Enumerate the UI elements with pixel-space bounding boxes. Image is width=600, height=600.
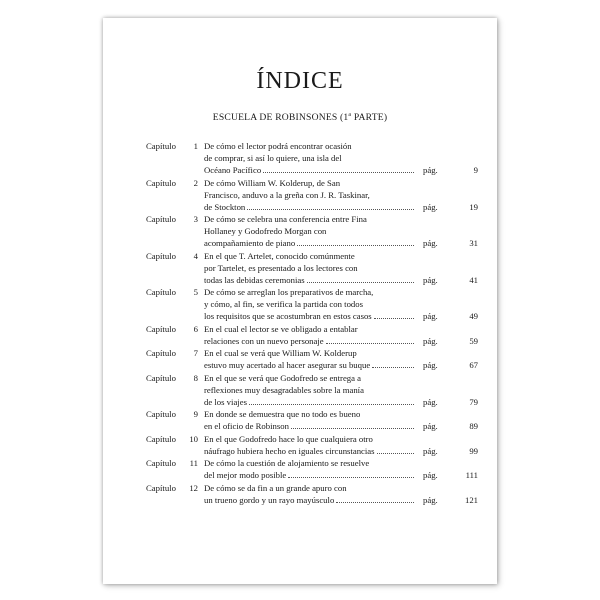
chapter-label: Capítulo: [146, 482, 176, 493]
dot-leader: [336, 494, 414, 503]
chapter-description-text: relaciones con un nuevo personaje: [204, 335, 324, 346]
chapter-label: Capítulo: [146, 323, 176, 334]
toc-entry: [103, 177, 497, 214]
chapter-label: Capítulo: [146, 177, 176, 188]
page-number: 41: [469, 274, 478, 285]
chapter-description-line: [204, 274, 414, 286]
chapter-number: 12: [189, 482, 198, 493]
chapter-description-text: de los viajes: [204, 396, 247, 407]
chapter-description-line: [204, 433, 414, 445]
chapter-description-text: por Tartelet, es presentado a los lectores con: [204, 262, 358, 273]
chapter-description-text: Océano Pacífico: [204, 165, 262, 175]
chapter-description-line: [204, 164, 414, 176]
chapter-description-text: reflexiones muy desagradables sobre la manía: [204, 384, 364, 395]
section-heading-ordinal: a: [348, 112, 352, 118]
chapter-description-text: de Stockton: [204, 201, 246, 212]
chapter-description-line: [204, 310, 414, 322]
dot-leader: [263, 164, 414, 173]
chapter-description-line: [204, 359, 414, 371]
toc-list: [103, 140, 497, 506]
dot-leader: [288, 469, 414, 478]
dot-leader: [374, 310, 414, 319]
page-number: 19: [469, 201, 478, 212]
chapter-label: Capítulo: [146, 433, 176, 444]
chapter-description-line: [204, 250, 414, 262]
toc-entry: [103, 250, 497, 287]
chapter-description-line: [204, 152, 414, 164]
chapter-description-line: [204, 482, 414, 494]
chapter-description-line: [204, 213, 414, 225]
chapter-description-line: [204, 469, 414, 481]
chapter-description-line: [204, 420, 414, 432]
chapter-number: 3: [193, 214, 198, 224]
dot-leader: [247, 201, 414, 210]
chapter-description-text: De cómo se celebra una conferencia entre Fina: [204, 214, 367, 224]
chapter-description-line: [204, 384, 414, 396]
page-abbrev: pág.: [423, 201, 438, 212]
chapter-description-text: De cómo la cuestión de alojamiento se resuelve: [204, 458, 370, 468]
chapter-description-line: [204, 177, 414, 189]
chapter-description-line: [204, 189, 414, 201]
chapter-description-line: [204, 323, 414, 335]
page-abbrev: pág.: [423, 494, 438, 505]
chapter-number: 9: [193, 409, 198, 419]
chapter-description: [204, 213, 414, 249]
page-abbrev: pág.: [423, 445, 438, 456]
book-page: [103, 18, 497, 584]
chapter-description-line: [204, 445, 414, 457]
page-number: 121: [464, 494, 478, 505]
chapter-description-line: [204, 201, 414, 213]
page-abbrev: pág.: [423, 274, 438, 285]
page-abbrev: pág.: [423, 238, 438, 248]
page-number: 89: [469, 421, 478, 431]
chapter-description-text: del mejor modo posible: [204, 470, 287, 480]
chapter-description-text: todas las debidas ceremonias: [204, 274, 305, 285]
chapter-description-text: Francisco, anduvo a la greña con J. R. Taskinar,: [204, 189, 370, 200]
chapter-label: Capítulo: [146, 250, 176, 261]
chapter-description: [204, 140, 414, 176]
chapter-description-line: [204, 140, 414, 152]
chapter-description-line: [204, 372, 414, 384]
chapter-description-line: [204, 286, 414, 298]
chapter-description-line: [204, 262, 414, 274]
page-abbrev: pág.: [423, 311, 438, 321]
chapter-description-text: náufrago hubiera hecho en iguales circunstancias: [204, 445, 375, 456]
toc-entry: [103, 433, 497, 458]
chapter-number: 7: [193, 348, 198, 358]
chapter-description-text: Hollaney y Godofredo Morgan con: [204, 226, 327, 236]
chapter-description: [204, 250, 414, 286]
chapter-description-text: De cómo se arreglan los preparativos de marcha,: [204, 287, 374, 297]
section-heading: [103, 112, 497, 123]
toc-entry: [103, 457, 497, 482]
chapter-description-text: En el cual se verá que William W. Kolderup: [204, 348, 357, 358]
toc-entry: [103, 286, 497, 323]
chapter-number: 1: [193, 141, 198, 151]
chapter-label: Capítulo: [146, 287, 176, 297]
chapter-description-text: de comprar, si así lo quiere, una isla del: [204, 153, 342, 163]
chapter-description-line: [204, 457, 414, 469]
toc-entry: [103, 213, 497, 250]
toc-entry: [103, 408, 497, 433]
chapter-number: 10: [189, 433, 198, 444]
chapter-description-text: los requisitos que se acostumbran en estos casos: [204, 311, 372, 321]
chapter-description-text: En el que se verá que Godofredo se entrega a: [204, 372, 362, 383]
chapter-description-text: un trueno gordo y un rayo mayúsculo: [204, 494, 335, 505]
toc-entry: [103, 140, 497, 177]
chapter-description-text: En el que Godofredo hace lo que cualquiera otro: [204, 433, 373, 444]
chapter-description-text: En el cual el lector se ve obligado a entablar: [204, 323, 358, 334]
chapter-description: [204, 433, 414, 457]
dot-leader: [307, 274, 414, 283]
toc-entry: [103, 323, 497, 348]
chapter-description: [204, 323, 414, 347]
dot-leader: [297, 237, 414, 246]
toc-entry: [103, 347, 497, 372]
chapter-description-line: [204, 237, 414, 249]
chapter-description-line: [204, 408, 414, 420]
page-number: 99: [469, 445, 478, 456]
page-abbrev: pág.: [423, 421, 438, 431]
page-number: 111: [465, 470, 478, 480]
dot-leader: [372, 359, 414, 368]
chapter-number: 8: [193, 372, 198, 383]
chapter-description-text: acompañamiento de piano: [204, 238, 296, 248]
page-abbrev: pág.: [423, 165, 438, 175]
page-number: 9: [473, 165, 478, 175]
page-number: 49: [469, 311, 478, 321]
page-number: 31: [469, 238, 478, 248]
chapter-description: [204, 177, 414, 213]
chapter-description-text: De cómo se da fin a un grande apuro con: [204, 482, 347, 493]
chapter-description-text: y cómo, al fin, se verifica la partida con todos: [204, 299, 363, 309]
chapter-description: [204, 372, 414, 408]
dot-leader: [377, 445, 414, 454]
chapter-label: Capítulo: [146, 141, 176, 151]
chapter-number: 5: [193, 287, 198, 297]
chapter-description: [204, 286, 414, 322]
chapter-description: [204, 482, 414, 506]
page-abbrev: pág.: [423, 360, 438, 370]
chapter-description-line: [204, 347, 414, 359]
chapter-label: Capítulo: [146, 348, 176, 358]
toc-entry: [103, 372, 497, 409]
chapter-number: 6: [193, 323, 198, 334]
chapter-description: [204, 347, 414, 371]
chapter-description-line: [204, 494, 414, 506]
section-heading-text: ESCUELA DE ROBINSONES (1: [212, 112, 349, 124]
chapter-label: Capítulo: [146, 458, 176, 468]
toc-entry: [103, 482, 497, 507]
page-title: ÍNDICE: [256, 68, 344, 94]
chapter-description-text: en el oficio de Robinson: [204, 421, 289, 431]
chapter-description-text: estuvo muy acertado al hacer asegurar su buque: [204, 360, 371, 370]
page-abbrev: pág.: [423, 335, 438, 346]
chapter-number: 2: [193, 177, 198, 188]
chapter-description-text: En el que T. Artelet, conocido comúnmente: [204, 250, 355, 261]
chapter-description-line: [204, 335, 414, 347]
chapter-description: [204, 457, 414, 481]
chapter-number: 4: [193, 250, 198, 261]
chapter-number: 11: [189, 458, 198, 468]
section-heading-suffix: PARTE): [351, 112, 388, 124]
page-abbrev: pág.: [423, 396, 438, 407]
chapter-description-text: En donde se demuestra que no todo es bueno: [204, 409, 361, 419]
dot-leader: [291, 420, 414, 429]
chapter-description-line: [204, 298, 414, 310]
dot-leader: [326, 335, 414, 344]
dot-leader: [249, 396, 414, 405]
page-number: 67: [469, 360, 478, 370]
chapter-label: Capítulo: [146, 372, 176, 383]
page-number: 79: [469, 396, 478, 407]
chapter-description: [204, 408, 414, 432]
chapter-label: Capítulo: [146, 409, 176, 419]
chapter-description-text: De cómo William W. Kolderup, de San: [204, 177, 341, 188]
chapter-description-line: [204, 225, 414, 237]
page-number: 59: [469, 335, 478, 346]
chapter-label: Capítulo: [146, 214, 176, 224]
page-abbrev: pág.: [423, 470, 438, 480]
chapter-description-line: [204, 396, 414, 408]
chapter-description-text: De cómo el lector podrá encontrar ocasión: [204, 141, 352, 151]
